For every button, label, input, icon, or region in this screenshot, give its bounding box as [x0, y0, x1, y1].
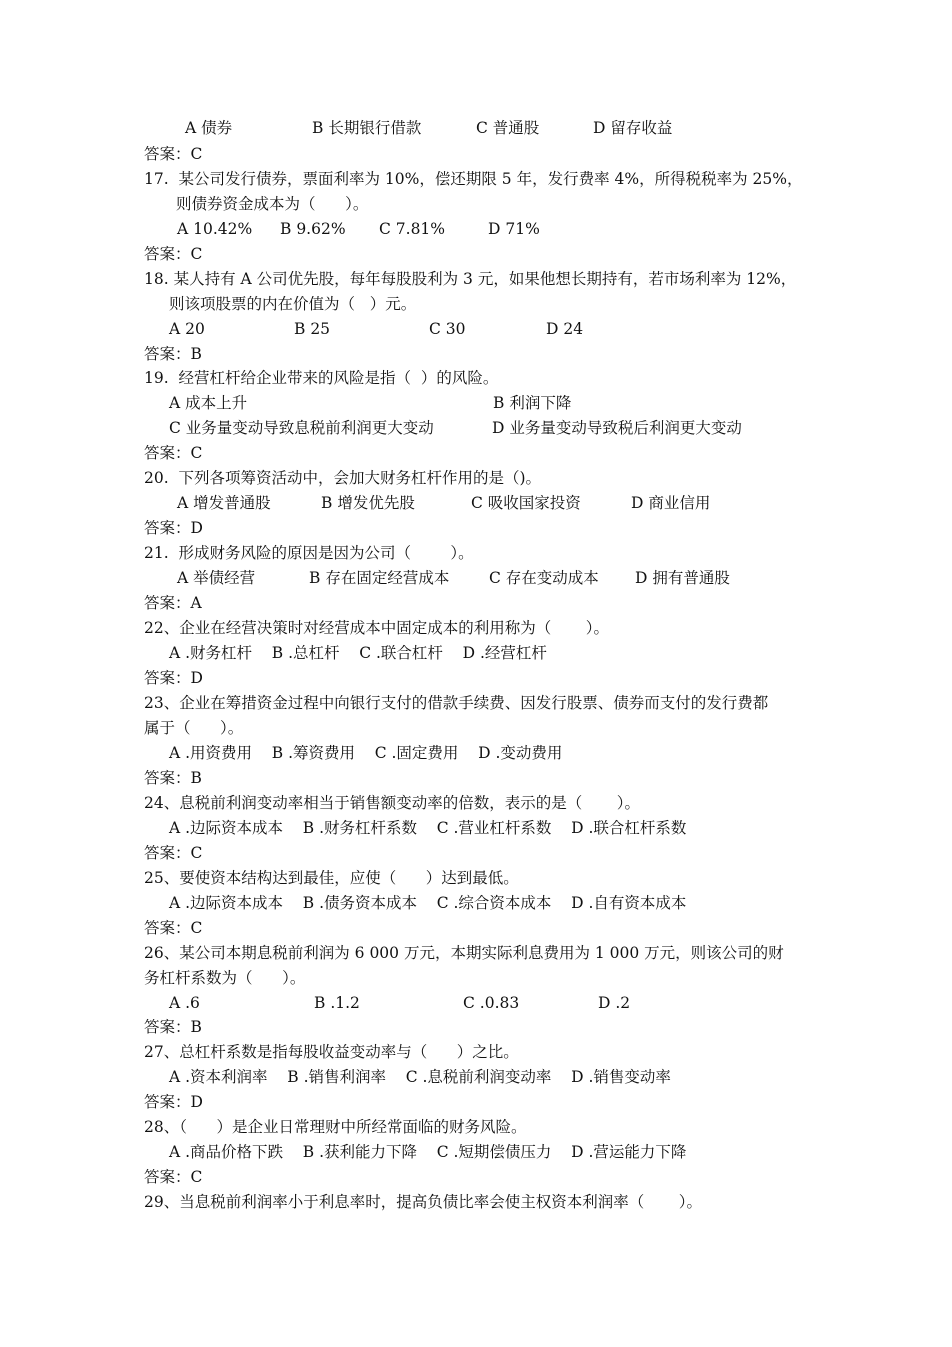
question-22: 22、企业在经营决策时对经营成本中固定成本的利用称为（ ）。	[144, 619, 609, 637]
q26-option-a: A .6	[169, 994, 200, 1012]
question-23-line-1: 23、企业在筹措资金过程中向银行支付的借款手续费、因发行股票、债券而支付的发行费都	[144, 694, 769, 712]
answer-20: 答案：D	[144, 519, 203, 537]
question-29: 29、当息税前利润率小于利息率时，提高负债比率会使主权资本利润率（ ）。	[144, 1193, 702, 1211]
question-17-line-1: 17. 某公司发行债券，票面利率为 10%，偿还期限 5 年，发行费率 4%，所得税税率为 25%，	[144, 170, 803, 188]
q21-option-d: D 拥有普通股	[635, 569, 730, 587]
q20-option-b: B 增发优先股	[321, 494, 415, 512]
q17-option-a: A 10.42%	[177, 220, 253, 238]
q18-option-a: A 20	[169, 320, 205, 338]
question-17-line-2: 则债券资金成本为（ ）。	[176, 195, 369, 213]
q17-option-b: B 9.62%	[280, 220, 346, 238]
answer-18: 答案：B	[144, 345, 202, 363]
question-19: 19. 经营杠杆给企业带来的风险是指（ ）的风险。	[144, 369, 499, 387]
q21-option-a: A 举债经营	[177, 569, 256, 587]
answer-17: 答案：C	[144, 245, 203, 263]
q20-option-a: A 增发普通股	[177, 494, 271, 512]
answer-25: 答案：C	[144, 919, 203, 937]
answer-22: 答案：D	[144, 669, 203, 687]
q26-option-b: B .1.2	[314, 994, 360, 1012]
question-25: 25、要使资本结构达到最佳，应使（ ）达到最低。	[144, 869, 519, 887]
answer-19: 答案：C	[144, 444, 203, 462]
q26-option-d: D .2	[598, 994, 631, 1012]
question-20: 20. 下列各项筹资活动中，会加大财务杠杆作用的是（)。	[144, 469, 542, 487]
answer-16: 答案：C	[144, 145, 203, 163]
q16-option-a: A 债券	[185, 119, 233, 137]
q19-option-b: B 利润下降	[493, 394, 572, 412]
answer-27: 答案：D	[144, 1093, 203, 1111]
q16-option-d: D 留存收益	[593, 119, 673, 137]
q24-options: A .边际资本成本 B .财务杠杆系数 C .营业杠杆系数 D .联合杠杆系数	[169, 819, 687, 837]
answer-24: 答案：C	[144, 844, 203, 862]
q28-options: A .商品价格下跌 B .获利能力下降 C .短期偿债压力 D .营运能力下降	[169, 1143, 687, 1161]
q26-option-c: C .0.83	[463, 994, 520, 1012]
answer-21: 答案：A	[144, 594, 202, 612]
question-23-line-2: 属于（ ）。	[144, 719, 244, 737]
q25-options: A .边际资本成本 B .债务资本成本 C .综合资本成本 D .自有资本成本	[169, 894, 687, 912]
q18-option-b: B 25	[294, 320, 331, 338]
q22-options: A .财务杠杆 B .总杠杆 C .联合杠杆 D .经营杠杆	[169, 644, 547, 662]
answer-28: 答案：C	[144, 1168, 203, 1186]
question-18-line-2: 则该项股票的内在价值为（ ）元。	[169, 295, 417, 313]
q21-option-c: C 存在变动成本	[489, 569, 599, 587]
q18-option-c: C 30	[429, 320, 466, 338]
q16-option-b: B 长期银行借款	[312, 119, 422, 137]
q19-option-a: A 成本上升	[169, 394, 248, 412]
q20-option-c: C 吸收国家投资	[471, 494, 581, 512]
q27-options: A .资本利润率 B .销售利润率 C .息税前利润变动率 D .销售变动率	[169, 1068, 671, 1086]
question-28: 28、（ ）是企业日常理财中所经常面临的财务风险。	[144, 1118, 527, 1136]
q19-option-d: D 业务量变动导致税后利润更大变动	[492, 419, 742, 437]
q18-option-d: D 24	[546, 320, 584, 338]
q23-options: A .用资费用 B .筹资费用 C .固定费用 D .变动费用	[169, 744, 563, 762]
q17-option-c: C 7.81%	[379, 220, 446, 238]
q17-option-d: D 71%	[488, 220, 540, 238]
question-26-line-2: 务杠杆系数为（ ）。	[144, 969, 306, 987]
answer-23: 答案：B	[144, 769, 202, 787]
question-24: 24、息税前利润变动率相当于销售额变动率的倍数，表示的是（ ）。	[144, 794, 640, 812]
q21-option-b: B 存在固定经营成本	[309, 569, 450, 587]
question-27: 27、总杠杆系数是指每股收益变动率与（ ）之比。	[144, 1043, 519, 1061]
question-26-line-1: 26、某公司本期息税前利润为 6 000 万元，本期实际利息费用为 1 000 万元，则该公司的财	[144, 944, 784, 962]
q20-option-d: D 商业信用	[631, 494, 711, 512]
question-21: 21. 形成财务风险的原因是因为公司（ ）。	[144, 544, 474, 562]
answer-26: 答案：B	[144, 1018, 202, 1036]
q19-option-c: C 业务量变动导致息税前利润更大变动	[169, 419, 434, 437]
q16-option-c: C 普通股	[476, 119, 540, 137]
question-18-line-1: 18. 某人持有 A 公司优先股，每年每股股利为 3 元，如果他想长期持有，若市场利率为 12%，	[144, 270, 797, 288]
